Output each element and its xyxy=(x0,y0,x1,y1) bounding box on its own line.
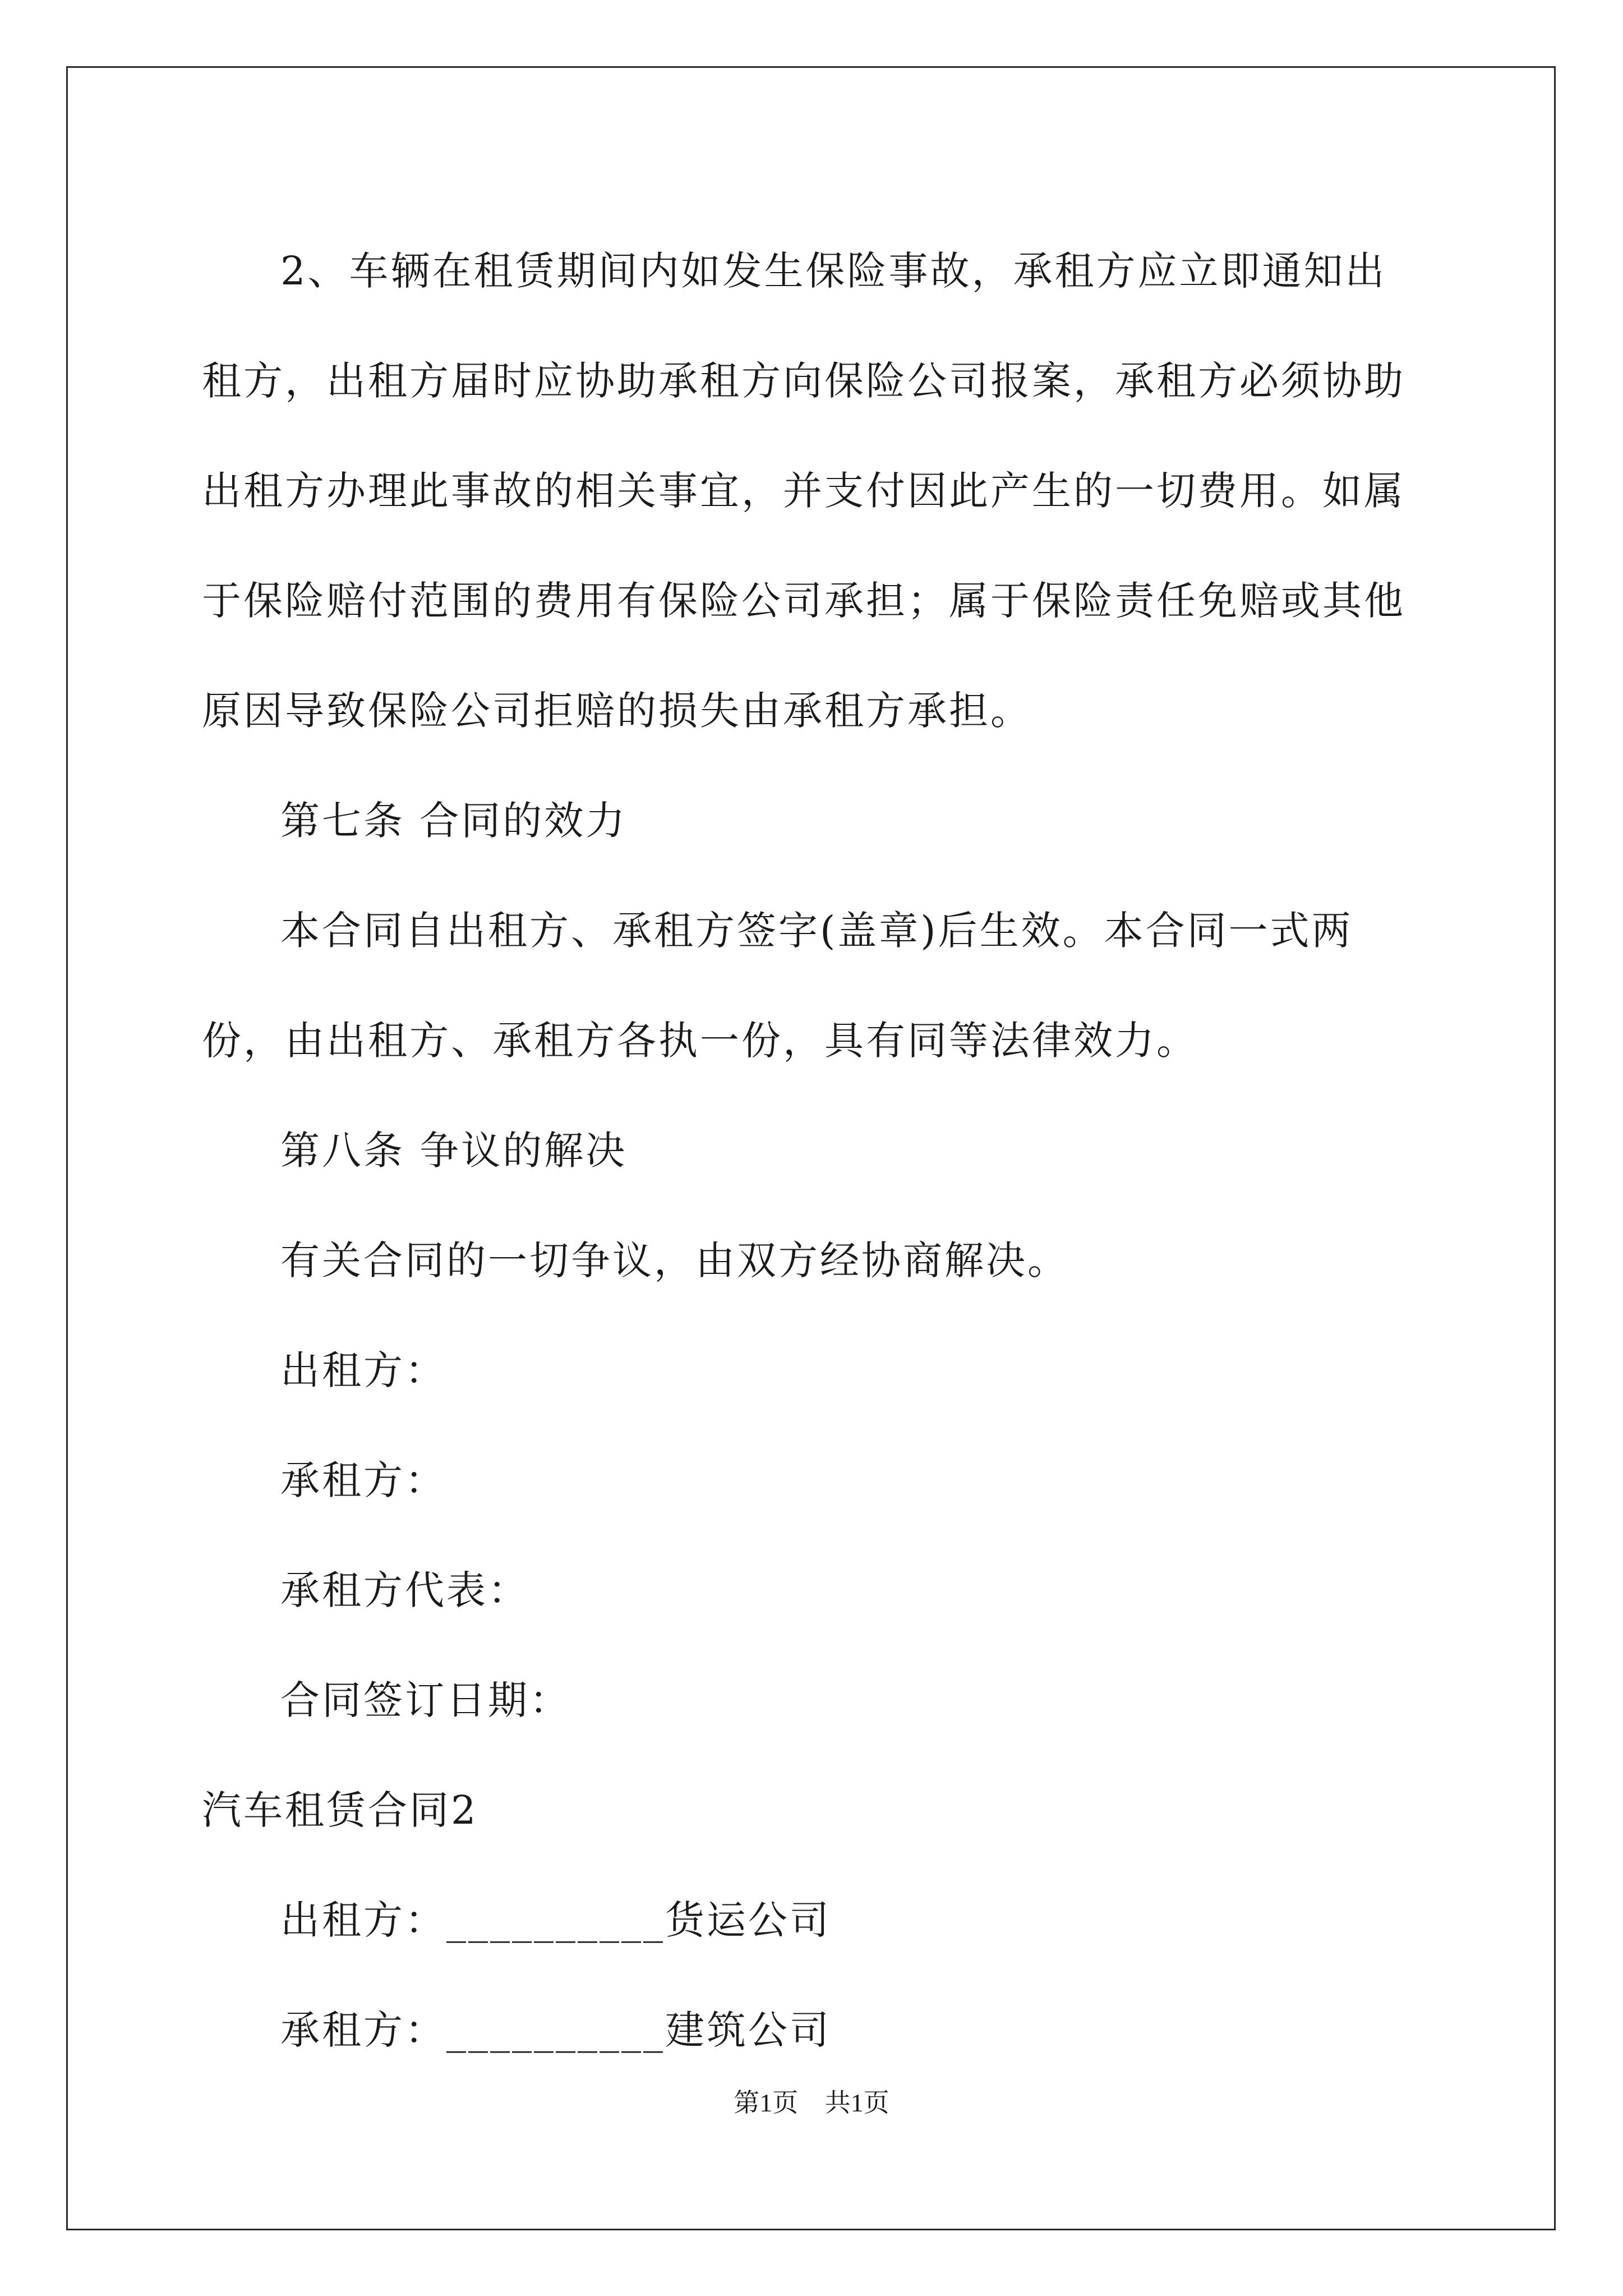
party-lessee-line: 承租方：__________建筑公司 xyxy=(280,2007,831,2053)
paragraph-dispute-resolution: 有关合同的一切争议，由双方经协商解决。 xyxy=(280,1237,1069,1283)
signature-date: 合同签订日期： xyxy=(280,1677,571,1723)
section-heading-article-7: 第七条 合同的效力 xyxy=(280,798,628,844)
page-total: 共1页 xyxy=(824,2088,889,2117)
paragraph-insurance-accident: 2、车辆在租赁期间内如发生保险事故，承租方应立即通知出租方，出租方届时应协助承租方向保险公司报案，承租方必须协助出租方办理此事故的相关事宜，并支付因此产生的一切费用。如属于保险赔付范围的费用有保险公司承担；属于保险责任免赔或其他原因导致保险公司拒赔的损失由承租方承担。 xyxy=(202,248,1405,734)
document-body xyxy=(202,216,1424,2085)
document-title-contract-2: 汽车租赁合同2 xyxy=(202,1787,478,1833)
signature-lessee: 承租方： xyxy=(280,1457,446,1503)
page-number: 第1页 xyxy=(734,2088,799,2117)
page-footer xyxy=(0,2082,1623,2119)
party-lessor-line: 出租方：__________货运公司 xyxy=(280,1897,831,1943)
signature-lessee-representative: 承租方代表： xyxy=(280,1567,529,1613)
section-heading-article-8: 第八条 争议的解决 xyxy=(280,1128,628,1174)
signature-lessor: 出租方： xyxy=(280,1347,446,1393)
paragraph-contract-effect: 本合同自出租方、承租方签字(盖章)后生效。本合同一式两份，由出租方、承租方各执一份，具有同等法律效力。 xyxy=(202,908,1353,1064)
